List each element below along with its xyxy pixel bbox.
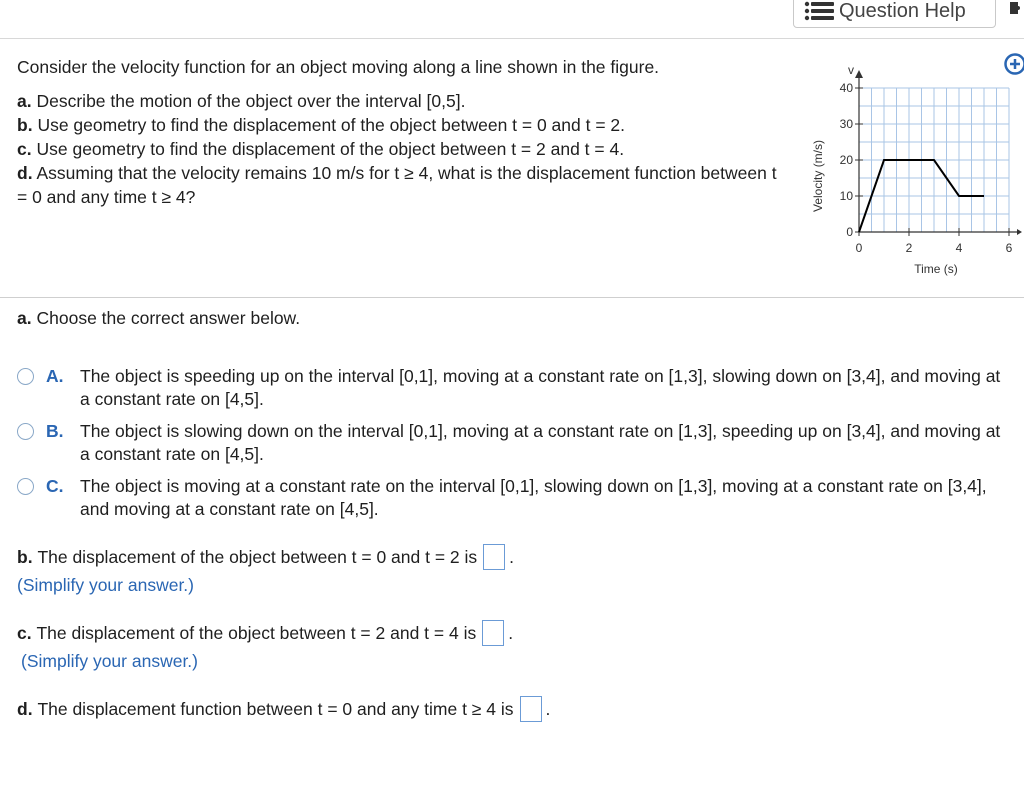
y-tick-label: 40: [839, 81, 853, 95]
part-d-letter: d.: [17, 698, 33, 719]
part-a-text: Choose the correct answer below.: [36, 308, 301, 328]
puzzle-icon[interactable]: [1008, 0, 1024, 20]
radio-button[interactable]: [17, 478, 34, 495]
question-help-label: Question Help: [839, 0, 966, 22]
radio-button[interactable]: [17, 368, 34, 385]
question-help-button[interactable]: [793, 0, 996, 28]
part-c: c. The displacement of the object between t = 2 and t = 4 is . (Simplify your answer.): [17, 620, 513, 672]
part-c-answer-box[interactable]: [482, 620, 504, 646]
part-b-letter: b.: [17, 546, 33, 567]
option-letter: C.: [46, 476, 64, 496]
x-tick-label: 6: [1005, 241, 1013, 255]
list-icon: [804, 0, 835, 22]
y-tick-label: 30: [839, 117, 853, 131]
part-b-hint: (Simplify your answer.): [17, 575, 194, 595]
option-letter: B.: [46, 421, 64, 441]
stem-text: Describe the motion of the object over the interval [0,5].: [36, 91, 466, 111]
y-tick-label: 10: [839, 189, 853, 203]
part-c-text: The displacement of the object between t = 2 and t = 4 is: [36, 622, 477, 643]
stem-item-a: [17, 89, 787, 113]
stem-text: Use geometry to find the displacement of the object between t = 0 and t = 2.: [37, 115, 626, 135]
stem-letter: c.: [17, 139, 32, 159]
option-b[interactable]: [17, 420, 1017, 466]
question-stem: [17, 55, 787, 209]
x-tick-label: 2: [905, 241, 913, 255]
option-c[interactable]: [17, 475, 1017, 521]
part-a-prompt: [17, 308, 300, 329]
option-a[interactable]: [17, 365, 1017, 411]
stem-item-d: [17, 161, 787, 209]
part-d: d. The displacement function between t = 0 and any time t ≥ 4 is .: [17, 696, 550, 722]
x-tick-label: 0: [855, 241, 863, 255]
part-d-answer-box[interactable]: [520, 696, 542, 722]
part-c-hint: (Simplify your answer.): [21, 651, 198, 671]
stem-letter: b.: [17, 115, 33, 135]
part-c-letter: c.: [17, 622, 32, 643]
radio-button[interactable]: [17, 423, 34, 440]
y-axis-arrow: [855, 70, 863, 78]
part-a-letter: a.: [17, 308, 32, 328]
graph-v-label: v: [848, 63, 854, 77]
part-b-text: The displacement of the object between t = 0 and t = 2 is: [37, 546, 478, 567]
part-b-answer-box[interactable]: [483, 544, 505, 570]
top-toolbar: [0, 0, 1024, 39]
option-text: The object is slowing down on the interval [0,1], moving at a constant rate on [1,3], speeding up on [3,4], and moving at a constant rate on [4,5].: [80, 421, 1001, 464]
stem-item-c: [17, 137, 787, 161]
stem-item-b: [17, 113, 787, 137]
section-divider: [0, 297, 1024, 298]
stem-text: Use geometry to find the displacement of the object between t = 2 and t = 4.: [36, 139, 625, 159]
graph-tick-labels: [840, 81, 1013, 255]
question-intro: Consider the velocity function for an object moving along a line shown in the figure.: [17, 57, 660, 77]
option-text: The object is speeding up on the interval [0,1], moving at a constant rate on [1,3], slowing down on [3,4], and moving at a constant rate on [4,5].: [80, 366, 1001, 409]
y-tick-label: 20: [839, 153, 853, 167]
y-tick-label: 0: [846, 225, 853, 239]
part-b: b. The displacement of the object between t = 0 and t = 2 is . (Simplify your answer.): [17, 544, 514, 596]
velocity-graph: [800, 58, 1024, 284]
x-tick-label: 4: [955, 241, 963, 255]
option-letter: A.: [46, 366, 64, 386]
graph-y-axis-label: Velocity (m/s): [811, 139, 825, 213]
stem-letter: a.: [17, 91, 32, 111]
graph-x-axis-label: Time (s): [914, 262, 958, 276]
x-axis-arrow: [1017, 229, 1022, 235]
option-text: The object is moving at a constant rate on the interval [0,1], slowing down on [1,3], moving at a constant rate on [3,4], and moving at a constant rate on [4,5].: [80, 476, 987, 519]
stem-text: Assuming that the velocity remains 10 m/s for t ≥ 4, what is the displacement function between t = 0 and any time t ≥ 4?: [17, 163, 777, 207]
part-d-text: The displacement function between t = 0 and any time t ≥ 4 is: [37, 698, 514, 719]
stem-letter: d.: [17, 163, 33, 183]
